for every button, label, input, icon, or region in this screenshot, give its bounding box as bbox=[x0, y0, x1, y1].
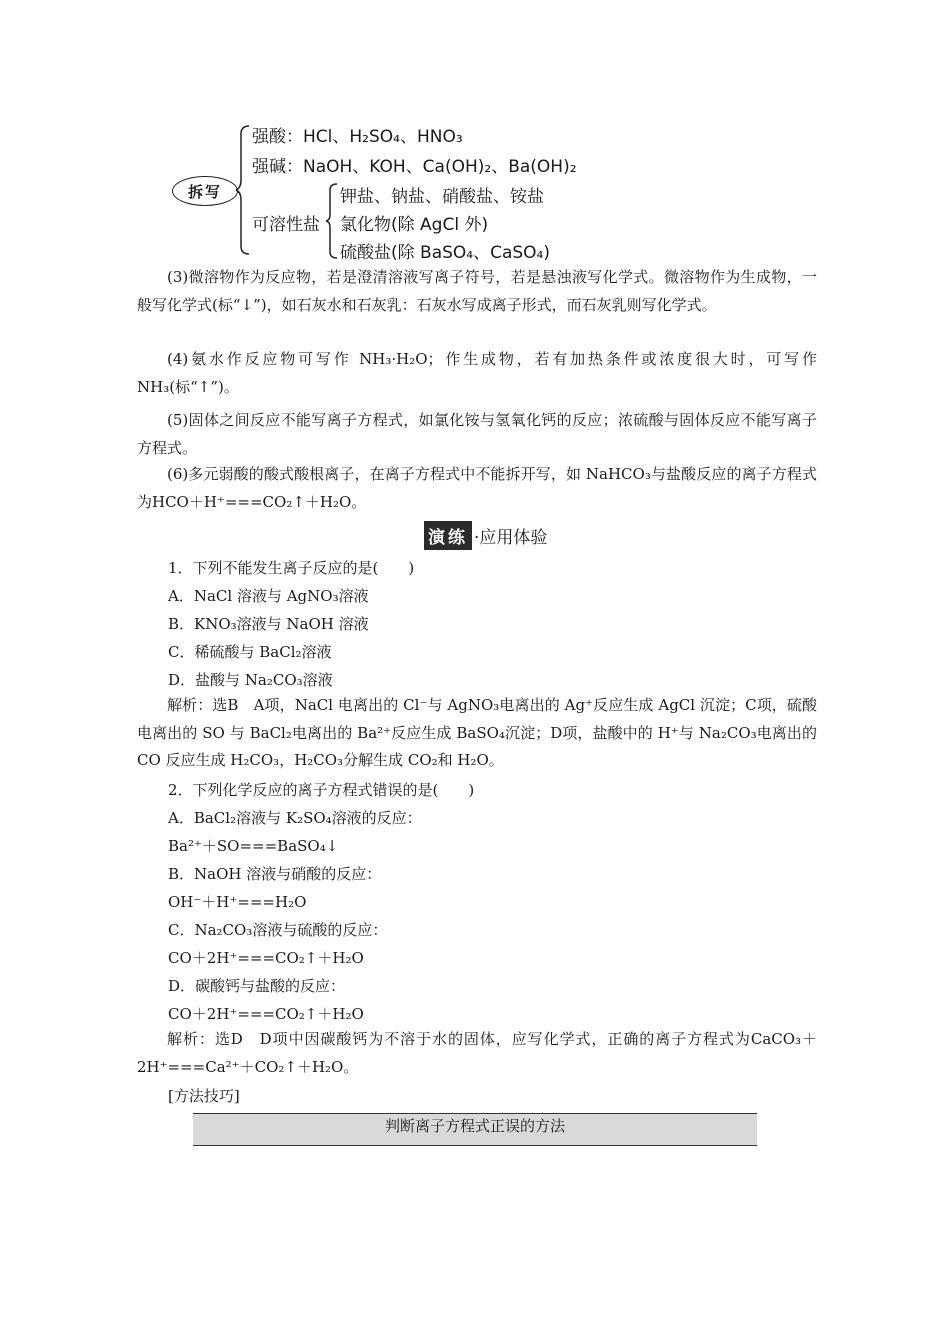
q1-stem: 1．下列不能发生离子反应的是( ) bbox=[168, 559, 415, 577]
note-3: (3)微溶物作为反应物，若是澄清溶液写离子符号，若是悬浊液写化学式。微溶物作为生成物，一般写化学式(标“↓”)，如石灰水和石灰乳：石灰水写成离子形式，而石灰乳则写化学式。 bbox=[137, 268, 817, 314]
inner-brace-icon bbox=[326, 182, 338, 260]
method-table-title: 判断离子方程式正误的方法 bbox=[384, 1117, 565, 1135]
outer-brace-icon bbox=[236, 124, 250, 256]
q2-analysis: 解析：选D D项中因碳酸钙为不溶于水的固体，应写化学式，正确的离子方程式为CaCO₃＋2H⁺===Ca²⁺＋CO₂↑＋H₂O。 bbox=[137, 1030, 817, 1076]
practice-banner-text: ·应用体验 bbox=[474, 527, 548, 548]
q2-line: C．Na₂CO₃溶液与硫酸的反应： bbox=[168, 921, 388, 939]
q2-line: B．NaOH 溶液与硝酸的反应： bbox=[168, 865, 382, 883]
q2-line: A．BaCl₂溶液与 K₂SO₄溶液的反应： bbox=[168, 809, 422, 827]
salt-item: 氯化物(除 AgCl 外) bbox=[340, 215, 489, 235]
q1-analysis: 解析：选B A项，NaCl 电离出的 Cl⁻与 AgNO₃电离出的 Ag⁺反应生成 AgCl 沉淀；C项，硫酸电离出的 SO 与 BaCl₂电离出的 Ba²⁺反应生成 BaSO₄沉淀；D项，盐酸中的 H⁺与 Na₂CO₃电离出的 CO 反应生成 H₂CO₃，H₂CO₃分解生成 CO₂和 H₂O。 bbox=[137, 696, 817, 769]
q2-stem: 2．下列化学反应的离子方程式错误的是( ) bbox=[168, 781, 475, 799]
q2-line: CO＋2H⁺===CO₂↑＋H₂O bbox=[168, 949, 364, 967]
soluble-salt-label: 可溶性盐 bbox=[252, 215, 320, 235]
ion-split-diagram bbox=[160, 118, 620, 266]
q1-option: B．KNO₃溶液与 NaOH 溶液 bbox=[168, 615, 369, 633]
note-4: (4)氨水作反应物可写作 NH₃·H₂O；作生成物，若有加热条件或浓度很大时，可写作NH₃(标“↑”)。 bbox=[137, 350, 817, 396]
split-write-oval: 拆写 bbox=[172, 176, 238, 206]
q2-line: Ba²⁺＋SO===BaSO₄↓ bbox=[168, 837, 339, 855]
strong-acid-line: 强酸：HCl、H₂SO₄、HNO₃ bbox=[252, 127, 463, 147]
q1-option: C．稀硫酸与 BaCl₂溶液 bbox=[168, 643, 332, 661]
salt-item: 硫酸盐(除 BaSO₄、CaSO₄) bbox=[340, 243, 551, 263]
note-5: (5)固体之间反应不能写离子方程式，如氯化铵与氢氧化钙的反应；浓硫酸与固体反应不能写离子方程式。 bbox=[137, 411, 817, 457]
q2-line: D．碳酸钙与盐酸的反应： bbox=[168, 977, 346, 995]
q1-option: A．NaCl 溶液与 AgNO₃溶液 bbox=[168, 587, 369, 605]
q2-line: CO＋2H⁺===CO₂↑＋H₂O bbox=[168, 1005, 364, 1023]
method-label: [方法技巧] bbox=[168, 1087, 240, 1105]
strong-base-line: 强碱：NaOH、KOH、Ca(OH)₂、Ba(OH)₂ bbox=[252, 157, 577, 177]
salt-item: 钾盐、钠盐、硝酸盐、铵盐 bbox=[340, 187, 544, 207]
practice-banner-box: 演练 bbox=[424, 521, 472, 550]
q1-option: D．盐酸与 Na₂CO₃溶液 bbox=[168, 671, 333, 689]
practice-banner bbox=[424, 521, 547, 549]
q2-line: OH⁻＋H⁺===H₂O bbox=[168, 893, 307, 911]
note-6: (6)多元弱酸的酸式酸根离子，在离子方程式中不能拆开写，如 NaHCO₃与盐酸反应的离子方程式为HCO＋H⁺===CO₂↑＋H₂O。 bbox=[137, 465, 817, 511]
method-table bbox=[193, 1113, 757, 1146]
